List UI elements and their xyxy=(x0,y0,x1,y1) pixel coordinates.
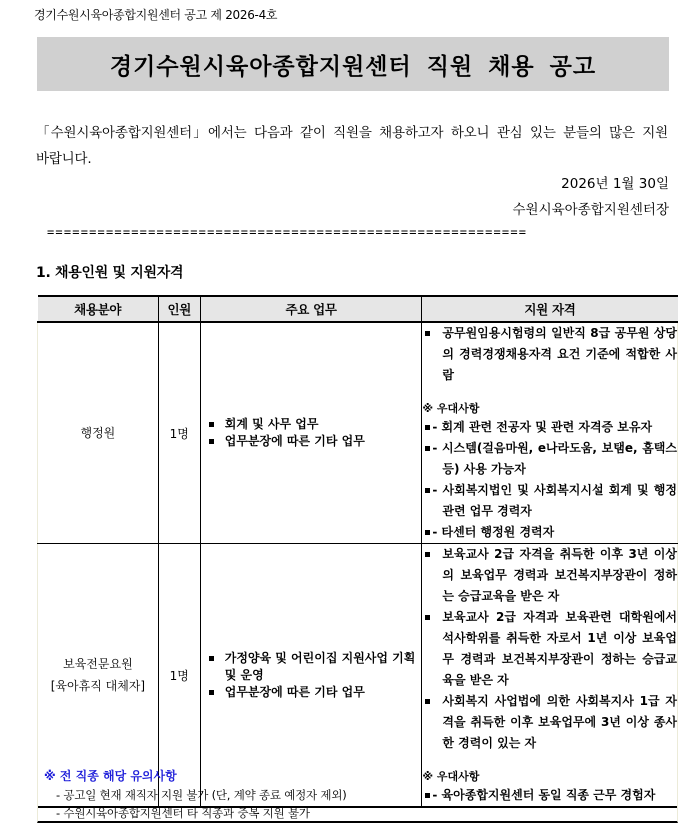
field-cell xyxy=(38,322,159,544)
preference-item: - 시스템(걸음마원, e나라도움, 보탬e, 홈택스 등) 사용 가능자 xyxy=(422,438,677,480)
preference-item: - 회계 관련 전공자 및 관련 자격증 보유자 xyxy=(422,417,677,438)
count-cell: 1명 xyxy=(158,544,200,808)
preference-item: - 사회복지법인 및 사회복지시설 회계 및 행정 관련 업무 경력자 xyxy=(422,480,677,522)
column-header-duties: 주요 업무 xyxy=(200,296,422,322)
table-row xyxy=(38,322,678,544)
qualification-item: 공무원임용시험령의 일반직 8급 공무원 상당의 경력경쟁채용자격 요건 기준에 적합한 사람 xyxy=(422,323,677,386)
count-cell: 1명 xyxy=(158,322,200,544)
notice-date: 2026년 1월 30일 xyxy=(561,176,669,192)
common-notes xyxy=(37,765,678,823)
note-item: - 공고일 현재 재직자 지원 불가 (단, 계약 종료 예정자 제외) xyxy=(56,788,347,802)
qualification-item: 보육교사 2급 자격과 보육관련 대학원에서 석사학위를 취득한 자로서 1년 이상 보육업무 경력과 보건복지부장관이 정하는 승급교육을 받은 자 xyxy=(422,607,677,691)
duty-item: 업무분장에 따른 기타 업무 xyxy=(207,684,418,701)
duty-item: 업무분장에 따른 기타 업무 xyxy=(207,433,418,450)
notes-title: ※ 전 직종 해당 유의사항 xyxy=(44,769,177,783)
note-item: - 수원시육아종합지원센터 타 직종과 중복 지원 불가 xyxy=(56,806,310,820)
column-header-field: 채용분야 xyxy=(38,296,159,322)
preference-item: - 타센터 행정원 경력자 xyxy=(422,522,677,543)
separator-line: ========================================================= xyxy=(47,225,528,239)
preference-title: ※ 우대사항 xyxy=(422,402,480,415)
qualifications-list xyxy=(422,323,677,386)
page-title: 경기수원시육아종합지원센터 직원 채용 공고 xyxy=(109,53,597,80)
duties-list xyxy=(201,650,422,701)
title-banner xyxy=(37,37,669,91)
column-header-qualifications: 지원 자격 xyxy=(422,296,678,322)
table-header-row xyxy=(38,296,678,322)
intro-paragraph: 「수원시육아종합지원센터」에서는 다음과 같이 직원을 채용하고자 하오니 관심 있는 분들의 많은 지원 바랍니다. xyxy=(36,125,668,167)
issuer-name: 수원시육아종합지원센터장 xyxy=(512,202,669,218)
duty-item: 회계 및 사무 업무 xyxy=(207,416,418,433)
preference-list xyxy=(422,417,677,543)
duties-list xyxy=(201,416,422,450)
qualifications-list xyxy=(422,544,677,754)
field-name: 보육전문요원 xyxy=(63,657,133,671)
duties-cell xyxy=(200,322,422,544)
qualifications-cell xyxy=(422,322,678,544)
qualification-item: 사회복지 사업법에 의한 사회복지사 1급 자격을 취득한 이후 보육업무에 3년 이상 종사한 경력이 있는 자 xyxy=(422,691,677,754)
duty-item: 가정양육 및 어린이집 지원사업 기획 및 운영 xyxy=(207,650,418,684)
notice-reference-number: 경기수원시육아종합지원센터 공고 제 2026-4호 xyxy=(34,8,278,22)
field-subtitle: [육아휴직 대체자] xyxy=(50,679,146,693)
preference-item: - 육아종합지원센터 동일 직종 근무 경험자 xyxy=(422,785,677,806)
column-header-count: 인원 xyxy=(158,296,200,322)
section-title: 1. 채용인원 및 지원자격 xyxy=(36,265,184,281)
recruitment-table xyxy=(37,295,678,808)
preference-title: ※ 우대사항 xyxy=(422,770,480,783)
qualification-item: 보육교사 2급 자격을 취득한 이후 3년 이상의 보육업무 경력과 보건복지부장관이 정하는 승급교육을 받은 자 xyxy=(422,544,677,607)
field-name: 행정원 xyxy=(80,426,116,440)
